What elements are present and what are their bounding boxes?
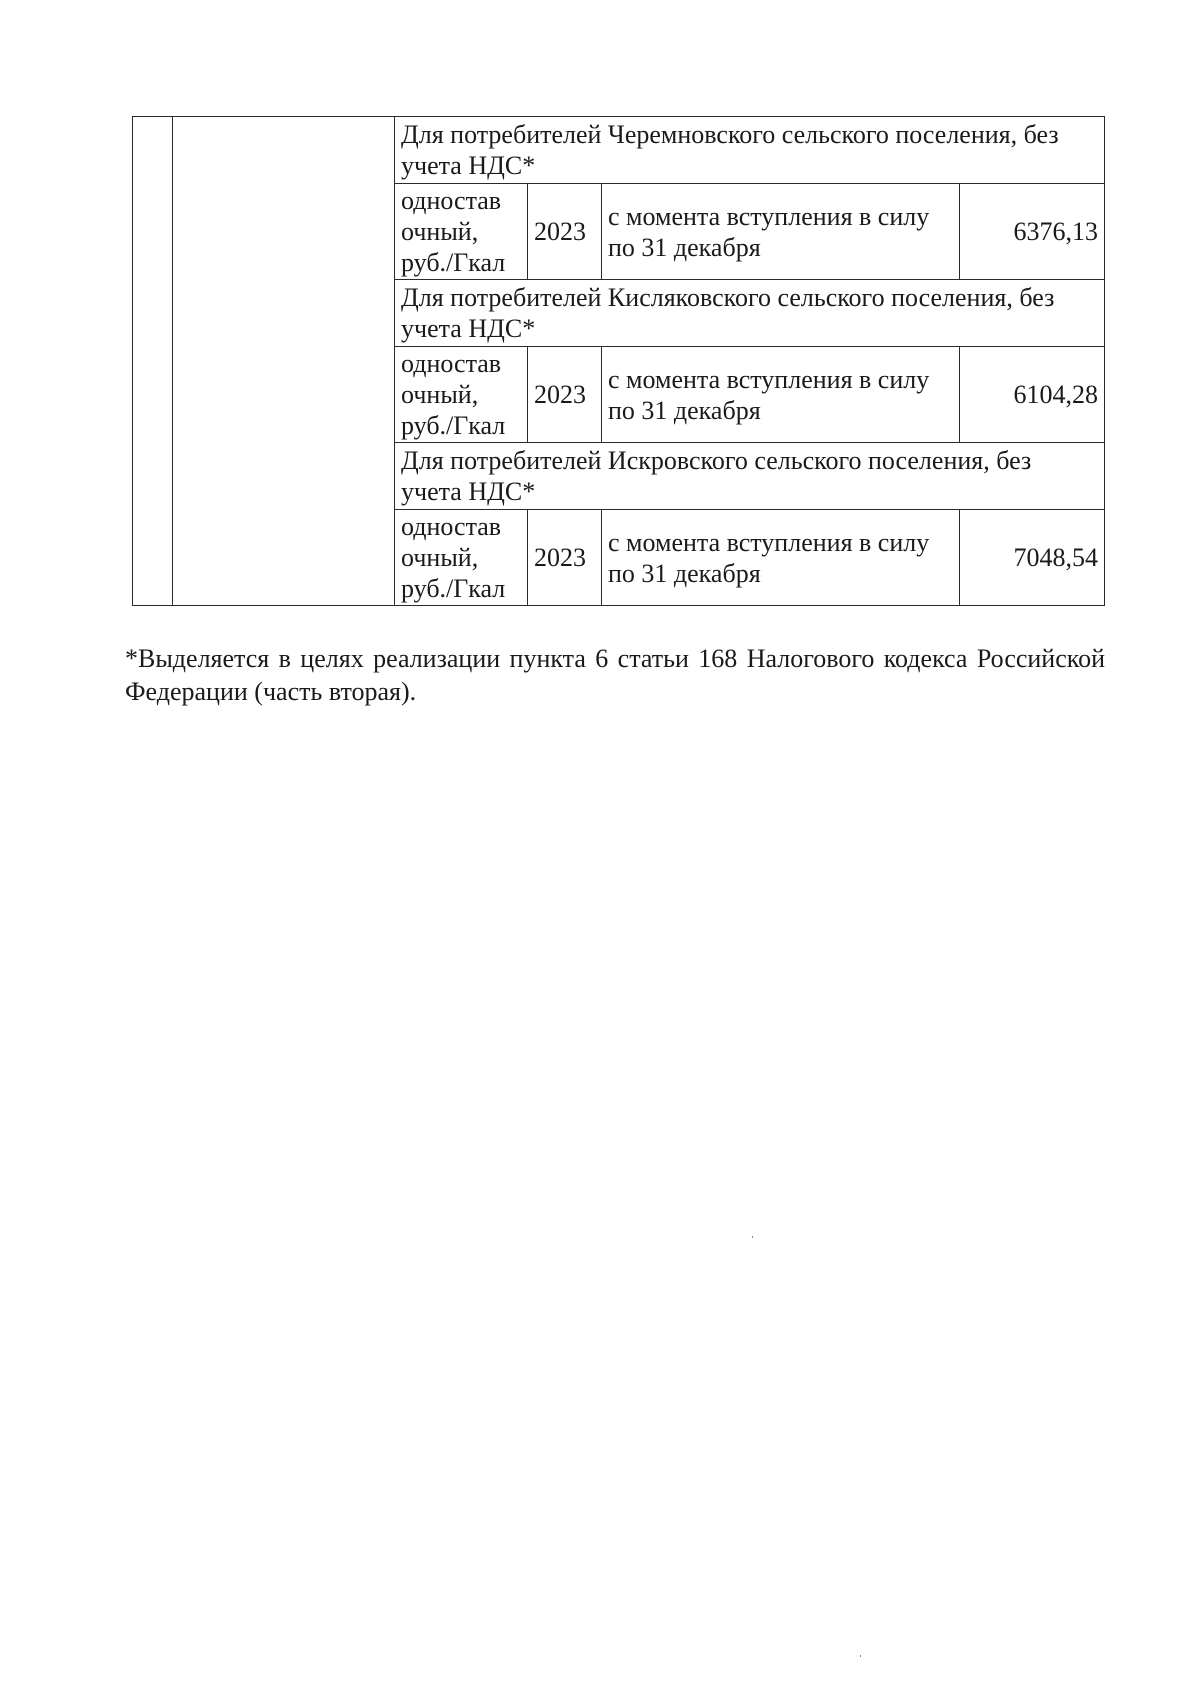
unit-line: одностав [401,512,502,541]
unit-line: одностав [401,186,502,215]
tariff-value: 6376,13 [960,184,1105,280]
tariff-unit [395,347,528,443]
tariff-value: 7048,54 [960,510,1105,606]
group-heading: Для потребителей Кисляковского сельского поселения, без учета НДС* [395,280,1105,347]
tariff-period: с момента вступления в силу по 31 декабря [602,347,960,443]
tariff-year: 2023 [528,510,602,606]
tariff-value: 6104,28 [960,347,1105,443]
scan-speck [752,1236,753,1238]
unit-line: руб./Гкал [401,574,506,603]
tariff-year: 2023 [528,347,602,443]
tariff-period: с момента вступления в силу по 31 декабря [602,184,960,280]
tariff-year: 2023 [528,184,602,280]
scan-speck [860,1655,861,1657]
group-heading: Для потребителей Черемновского сельского поселения, без учета НДС* [395,117,1105,184]
tariff-unit [395,184,528,280]
unit-line: одностав [401,349,502,378]
group-heading-row [133,117,1105,184]
unit-line: очный, [401,380,479,409]
unit-line: очный, [401,543,479,572]
unit-line: очный, [401,217,479,246]
unit-line: руб./Гкал [401,411,506,440]
row-number-cell [133,117,173,606]
footnote: *Выделяется в целях реализации пункта 6 статьи 168 Налогового кодекса Российской Федерации (часть вторая). [125,644,1105,706]
group-heading: Для потребителей Искровского сельского поселения, без учета НДС* [395,443,1105,510]
tariff-period: с момента вступления в силу по 31 декабря [602,510,960,606]
tariff-table [132,116,1105,606]
tariff-unit [395,510,528,606]
unit-line: руб./Гкал [401,248,506,277]
organization-cell [173,117,395,606]
